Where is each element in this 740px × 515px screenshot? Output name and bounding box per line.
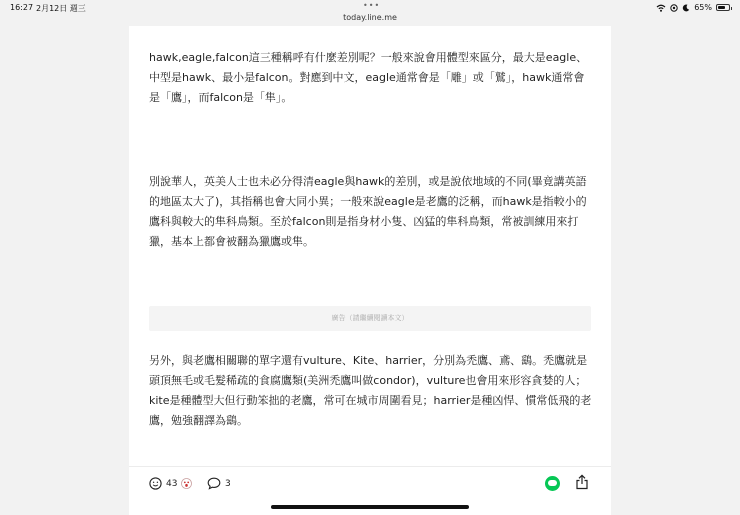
home-indicator[interactable] <box>271 505 469 509</box>
share-upload-icon[interactable] <box>575 474 589 490</box>
reactions-button[interactable] <box>149 477 192 490</box>
article-paragraph-1: hawk,eagle,falcon這三種稱呼有什麼差別呢？一般來說會用體型來區分，最大是eagle、中型是hawk、最小是falcon。對應到中文，eagle通常會是「雕」或「鷲」，hawk通常會是「鷹」，而falcon是「隼」。 <box>149 51 588 104</box>
status-bar <box>0 0 740 26</box>
ad-placeholder: 廣告（請繼續閱讀本文） <box>149 306 591 331</box>
smile-icon <box>149 477 162 490</box>
comment-count: 3 <box>225 478 231 489</box>
status-time: 16:27 <box>10 3 34 12</box>
article-page <box>129 26 611 514</box>
location-icon <box>670 4 678 12</box>
battery-level <box>718 6 725 9</box>
article-paragraph-2: 別說華人，英美人士也未必分得清eagle與hawk的差別，或是說依地域的不同(畢竟講英語的地區太大了)，其指稱也會大同小異；一般來說eagle是老鷹的泛稱，而hawk是指較小的鷹科與較大的隼科鳥類。至於falcon則是指身材小隻、凶猛的隼科鳥類，常被訓練用來打獵，基本上都會被翻為獵鷹或隼。 <box>149 175 587 248</box>
battery-icon <box>716 4 730 11</box>
status-indicators <box>656 3 730 12</box>
address-url[interactable]: today.line.me <box>343 13 397 22</box>
battery-percent: 65% <box>694 3 712 12</box>
status-date: 2月12日 週三 <box>36 4 86 13</box>
line-share-icon[interactable] <box>545 476 560 491</box>
more-dots-icon[interactable]: ••• <box>363 1 381 10</box>
wow-reaction-icon <box>181 478 192 489</box>
wifi-icon <box>656 4 666 12</box>
moon-icon <box>682 4 690 12</box>
comments-button[interactable] <box>207 477 231 490</box>
comment-icon <box>207 477 221 490</box>
reaction-count: 43 <box>166 478 178 489</box>
article-paragraph-3: 另外，與老鷹相關聯的單字還有vulture、Kite、harrier，分別為禿鷹、鳶、鷂。禿鷹就是頭頂無毛或毛髮稀疏的食腐鷹類(美洲禿鷹叫做condor)，vulture也會用來形容貪婪的人；kite是種體型大但行動笨拙的老鷹，常可在城市周圍看見；harrier是種凶悍、慣常低飛的老鷹，勉強翻譯為鷂。 <box>149 354 592 427</box>
